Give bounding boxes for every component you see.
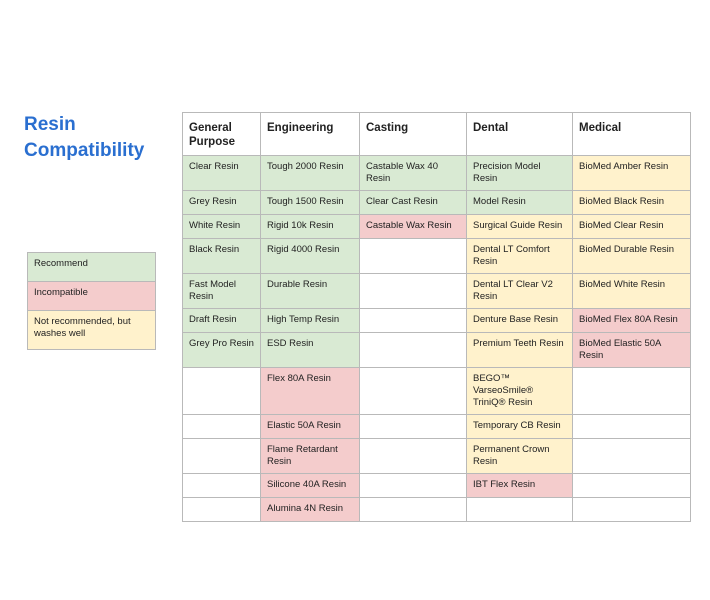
cell-general-purpose: Draft Resin: [183, 309, 261, 333]
header-row: [183, 113, 691, 156]
cell-medical: [573, 498, 691, 522]
cell-casting: Clear Cast Resin: [360, 191, 467, 215]
cell-engineering: Durable Resin: [261, 274, 360, 309]
cell-general-purpose: [183, 498, 261, 522]
header-general-purpose: General Purpose: [183, 113, 261, 156]
header-medical: Medical: [573, 113, 691, 156]
page-title: [24, 112, 144, 164]
legend-item-incompatible: Incompatible: [28, 282, 155, 311]
cell-engineering: Tough 1500 Resin: [261, 191, 360, 215]
header-dental: Dental: [467, 113, 573, 156]
cell-casting: [360, 333, 467, 368]
table-row: [183, 368, 691, 415]
cell-casting: Castable Wax Resin: [360, 215, 467, 239]
cell-dental: Precision Model Resin: [467, 156, 573, 191]
table-row: [183, 309, 691, 333]
cell-engineering: Silicone 40A Resin: [261, 474, 360, 498]
cell-engineering: Flex 80A Resin: [261, 368, 360, 415]
cell-general-purpose: Grey Pro Resin: [183, 333, 261, 368]
cell-medical: [573, 439, 691, 474]
cell-general-purpose: [183, 474, 261, 498]
table-row: [183, 498, 691, 522]
cell-engineering: ESD Resin: [261, 333, 360, 368]
table-body: [183, 156, 691, 522]
cell-medical: BioMed Black Resin: [573, 191, 691, 215]
cell-medical: BioMed Durable Resin: [573, 239, 691, 274]
cell-dental: [467, 498, 573, 522]
cell-casting: [360, 474, 467, 498]
cell-general-purpose: [183, 439, 261, 474]
table-row: [183, 333, 691, 368]
cell-casting: [360, 239, 467, 274]
cell-casting: Castable Wax 40 Resin: [360, 156, 467, 191]
title-line-1: Resin: [24, 114, 76, 135]
cell-casting: [360, 439, 467, 474]
header-engineering: Engineering: [261, 113, 360, 156]
compatibility-table: [182, 112, 691, 522]
cell-engineering: Elastic 50A Resin: [261, 415, 360, 439]
legend: [27, 252, 156, 350]
cell-dental: Model Resin: [467, 191, 573, 215]
cell-casting: [360, 415, 467, 439]
cell-medical: [573, 368, 691, 415]
header-casting: Casting: [360, 113, 467, 156]
cell-dental: IBT Flex Resin: [467, 474, 573, 498]
cell-general-purpose: White Resin: [183, 215, 261, 239]
legend-item-not-recommended: Not recommended, but washes well: [28, 311, 155, 349]
cell-medical: BioMed Flex 80A Resin: [573, 309, 691, 333]
cell-casting: [360, 309, 467, 333]
cell-dental: Premium Teeth Resin: [467, 333, 573, 368]
table-row: [183, 439, 691, 474]
cell-dental: Surgical Guide Resin: [467, 215, 573, 239]
cell-general-purpose: Grey Resin: [183, 191, 261, 215]
cell-dental: Dental LT Comfort Resin: [467, 239, 573, 274]
cell-dental: BEGO™ VarseoSmile® TriniQ® Resin: [467, 368, 573, 415]
cell-engineering: Tough 2000 Resin: [261, 156, 360, 191]
cell-dental: Permanent Crown Resin: [467, 439, 573, 474]
cell-dental: Temporary CB Resin: [467, 415, 573, 439]
cell-medical: [573, 474, 691, 498]
cell-general-purpose: [183, 415, 261, 439]
cell-casting: [360, 274, 467, 309]
cell-general-purpose: Clear Resin: [183, 156, 261, 191]
legend-item-recommend: Recommend: [28, 253, 155, 282]
cell-general-purpose: Black Resin: [183, 239, 261, 274]
cell-medical: BioMed Amber Resin: [573, 156, 691, 191]
table-row: [183, 239, 691, 274]
cell-medical: BioMed White Resin: [573, 274, 691, 309]
cell-engineering: Rigid 4000 Resin: [261, 239, 360, 274]
table-row: [183, 415, 691, 439]
cell-medical: [573, 415, 691, 439]
cell-general-purpose: [183, 368, 261, 415]
table-row: [183, 474, 691, 498]
table-row: [183, 215, 691, 239]
cell-engineering: High Temp Resin: [261, 309, 360, 333]
cell-engineering: Rigid 10k Resin: [261, 215, 360, 239]
table-row: [183, 191, 691, 215]
cell-engineering: Alumina 4N Resin: [261, 498, 360, 522]
cell-casting: [360, 498, 467, 522]
cell-dental: Dental LT Clear V2 Resin: [467, 274, 573, 309]
title-line-2: Compatibility: [24, 140, 145, 161]
cell-medical: BioMed Elastic 50A Resin: [573, 333, 691, 368]
cell-casting: [360, 368, 467, 415]
cell-dental: Denture Base Resin: [467, 309, 573, 333]
cell-engineering: Flame Retardant Resin: [261, 439, 360, 474]
cell-medical: BioMed Clear Resin: [573, 215, 691, 239]
cell-general-purpose: Fast Model Resin: [183, 274, 261, 309]
table-row: [183, 156, 691, 191]
table-row: [183, 274, 691, 309]
